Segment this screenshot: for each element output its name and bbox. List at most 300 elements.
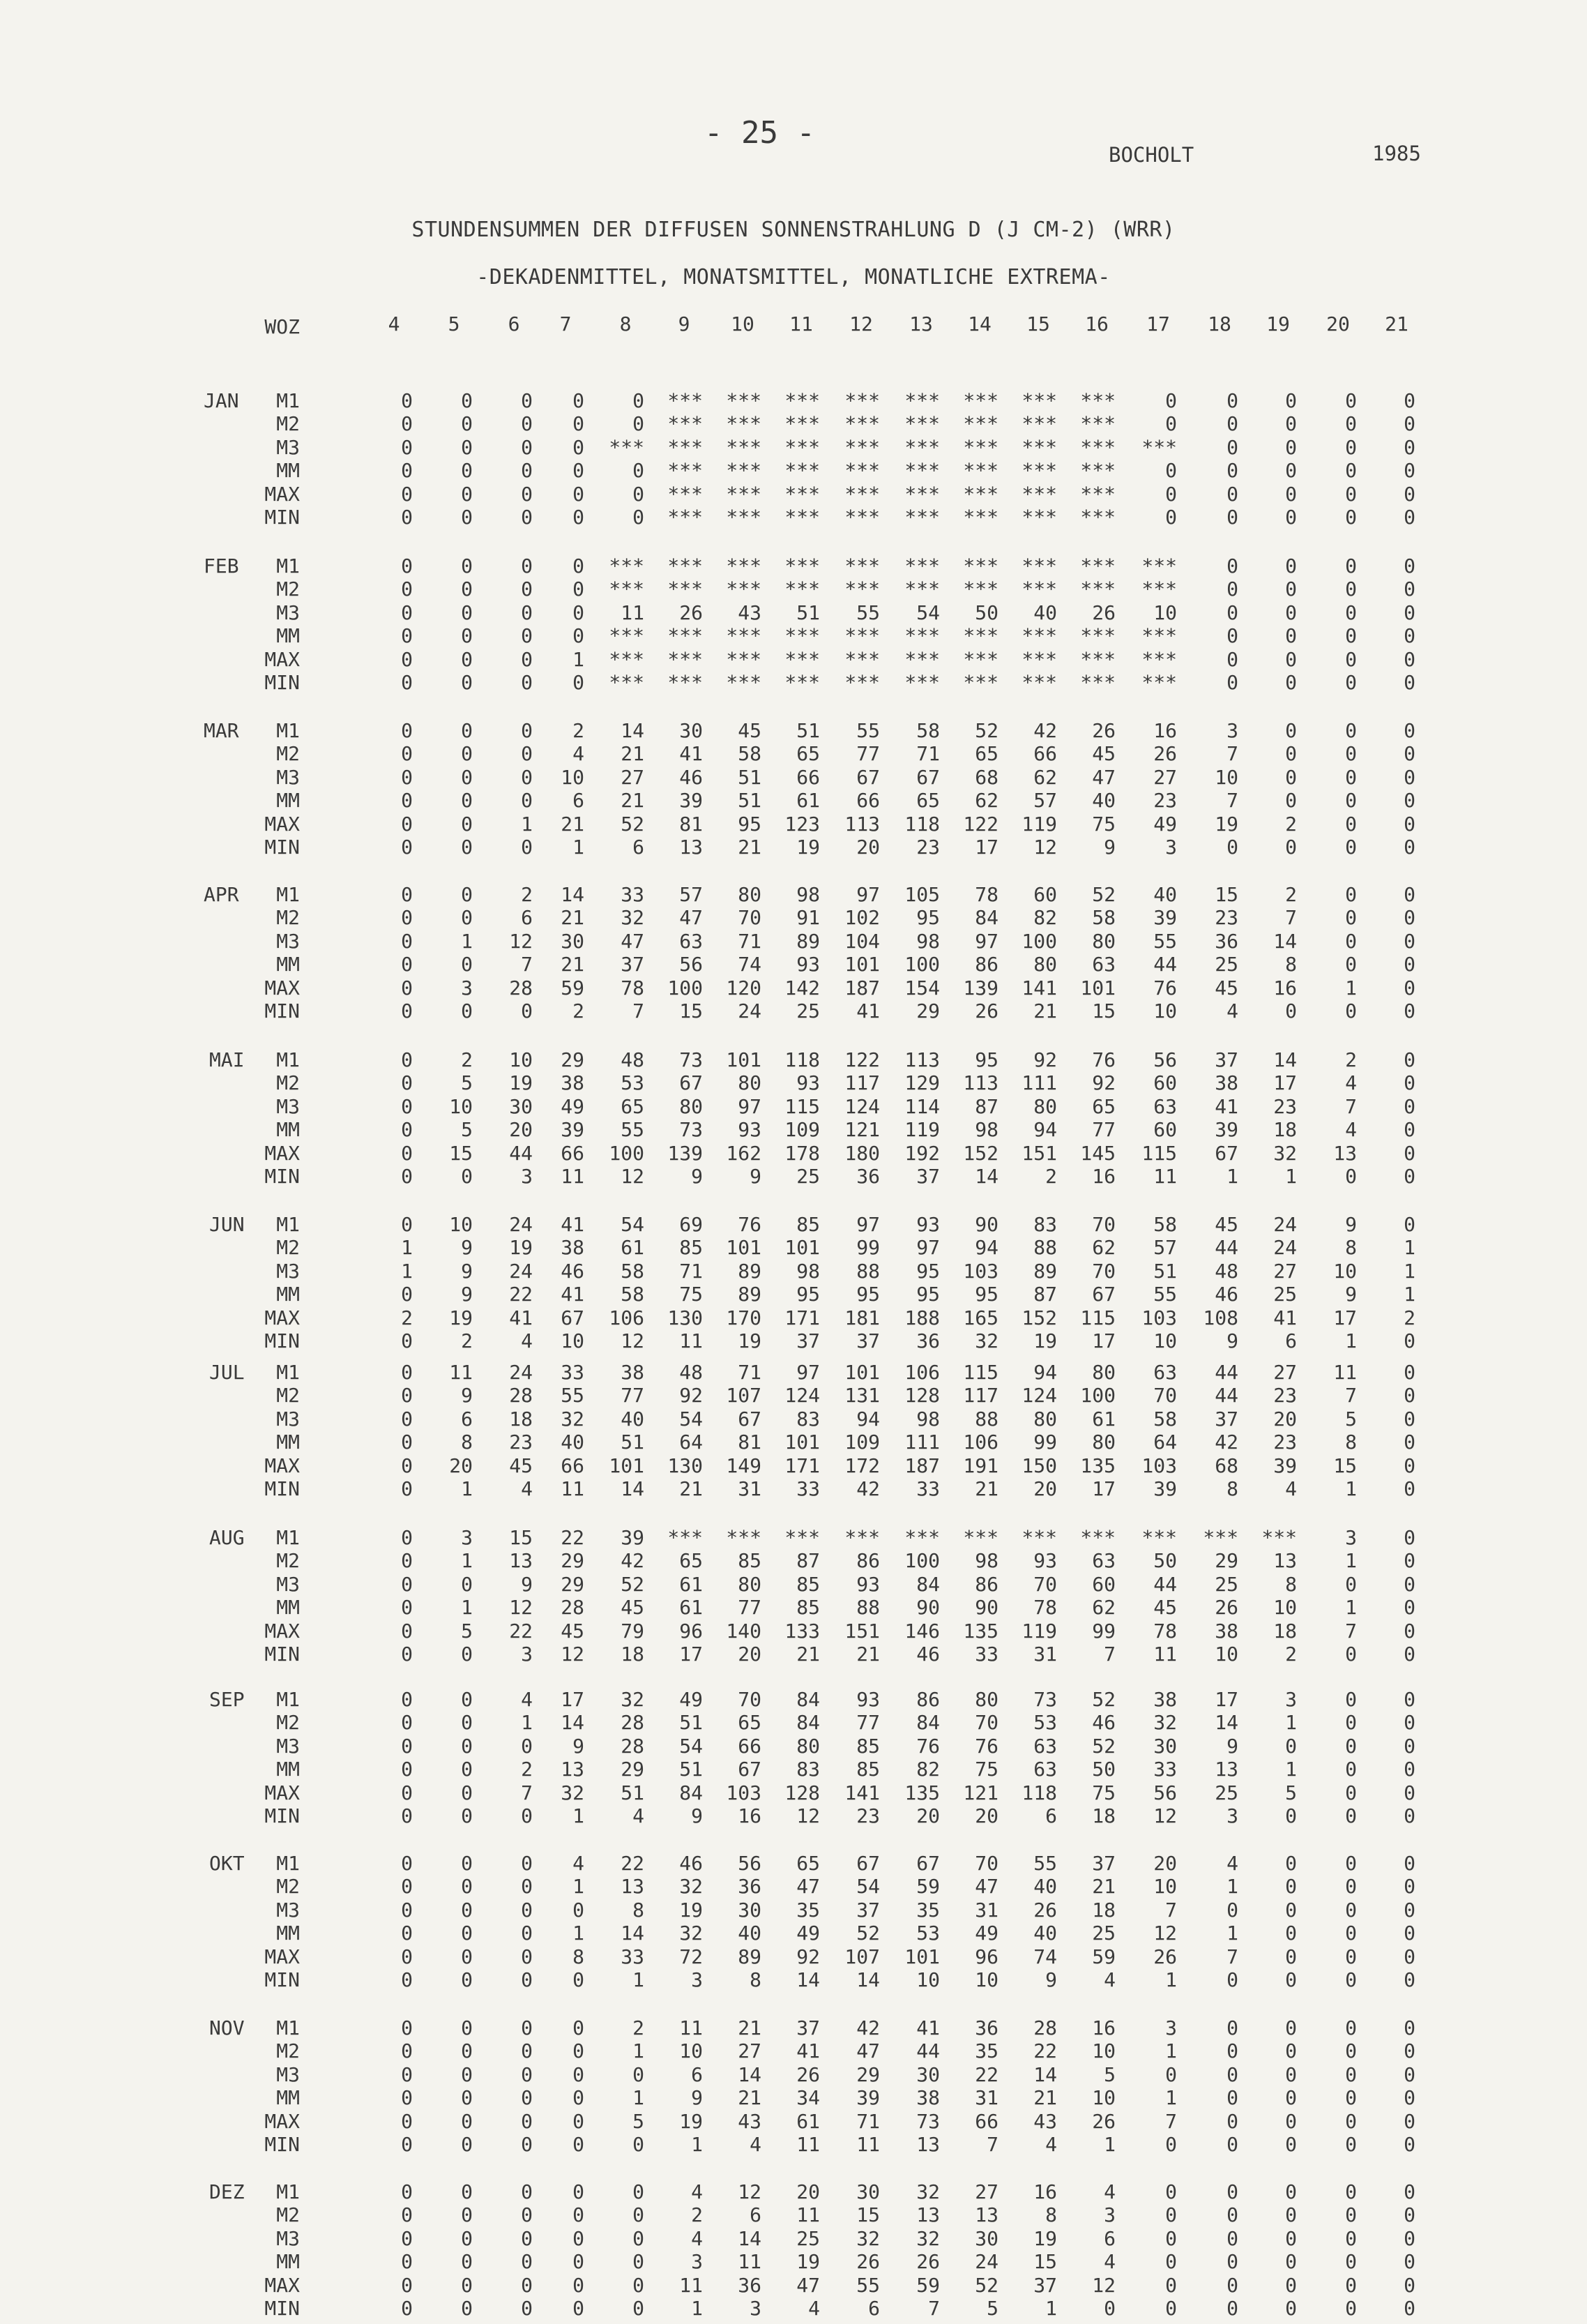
table-cell: 23 bbox=[1273, 1094, 1297, 1118]
table-cell: 42 bbox=[856, 1477, 880, 1500]
table-cell: 0 bbox=[1227, 459, 1238, 483]
table-cell: 9 bbox=[691, 1804, 703, 1827]
table-cell: 0 bbox=[461, 2016, 473, 2039]
table-cell: *** bbox=[963, 506, 998, 529]
table-cell: 49 bbox=[796, 1922, 820, 1945]
table-cell: 16 bbox=[1273, 976, 1297, 999]
table-cell: 0 bbox=[401, 1572, 413, 1596]
table-cell: 0 bbox=[1345, 1875, 1357, 1899]
table-cell: 0 bbox=[401, 412, 413, 436]
table-cell: 4 bbox=[1045, 2133, 1057, 2156]
table-cell: 1 bbox=[461, 1477, 473, 1500]
table-cell: 57 bbox=[1033, 789, 1057, 813]
table-cell: 35 bbox=[975, 2039, 998, 2063]
table-cell: *** bbox=[784, 482, 820, 506]
table-cell: 187 bbox=[844, 976, 880, 999]
table-cell: 3 bbox=[461, 1526, 473, 1549]
table-cell: *** bbox=[844, 624, 880, 648]
table-cell: 75 bbox=[975, 1758, 998, 1781]
table-cell: 128 bbox=[904, 1384, 940, 1408]
table-cell: 70 bbox=[1092, 1259, 1116, 1283]
table-cell: 49 bbox=[561, 1094, 584, 1118]
table-cell: 4 bbox=[521, 1477, 533, 1500]
table-cell: 63 bbox=[1092, 1549, 1116, 1573]
table-cell: *** bbox=[1022, 389, 1057, 412]
table-cell: 0 bbox=[1285, 2133, 1297, 2156]
table-cell: 8 bbox=[1285, 1572, 1297, 1596]
table-cell: 24 bbox=[509, 1259, 533, 1283]
table-cell: 36 bbox=[916, 1329, 940, 1352]
table-cell: 73 bbox=[679, 1118, 703, 1142]
table-cell: 0 bbox=[1227, 2016, 1238, 2039]
page-number: - 25 - bbox=[704, 115, 815, 151]
table-cell: *** bbox=[726, 1526, 761, 1549]
table-cell: 20 bbox=[1273, 1407, 1297, 1431]
table-cell: 18 bbox=[1273, 1118, 1297, 1142]
table-cell: 0 bbox=[1404, 459, 1415, 483]
table-cell: 180 bbox=[844, 1141, 880, 1165]
table-cell: *** bbox=[1022, 671, 1057, 694]
table-cell: 22 bbox=[1033, 2039, 1057, 2063]
table-cell: 0 bbox=[1285, 1734, 1297, 1758]
table-cell: 54 bbox=[679, 1734, 703, 1758]
table-cell: 54 bbox=[856, 1875, 880, 1899]
table-cell: 9 bbox=[1345, 1283, 1357, 1306]
table-cell: 28 bbox=[509, 976, 533, 999]
table-cell: 39 bbox=[1273, 1454, 1297, 1477]
table-cell: 9 bbox=[461, 1384, 473, 1408]
table-cell: 0 bbox=[521, 671, 533, 694]
table-cell: 103 bbox=[726, 1781, 761, 1804]
table-cell: 0 bbox=[401, 1922, 413, 1945]
table-cell: 0 bbox=[1165, 506, 1177, 529]
table-cell: 3 bbox=[750, 2297, 761, 2320]
table-cell: 25 bbox=[1215, 1781, 1238, 1804]
table-cell: 0 bbox=[1345, 482, 1357, 506]
table-cell: *** bbox=[844, 578, 880, 601]
table-cell: 0 bbox=[401, 765, 413, 789]
table-cell: 40 bbox=[1153, 883, 1177, 906]
row-label: MIN bbox=[264, 1329, 300, 1352]
table-cell: 6 bbox=[521, 906, 533, 930]
table-cell: 0 bbox=[1285, 389, 1297, 412]
table-cell: 20 bbox=[509, 1118, 533, 1142]
row-label: MM bbox=[276, 1596, 300, 1620]
table-cell: 35 bbox=[916, 1898, 940, 1922]
table-cell: 0 bbox=[1285, 2039, 1297, 2063]
table-cell: 1 bbox=[1404, 1283, 1415, 1306]
table-cell: 47 bbox=[621, 929, 644, 953]
table-cell: 55 bbox=[1153, 1283, 1177, 1306]
table-cell: 19 bbox=[449, 1306, 473, 1329]
table-cell: 0 bbox=[1404, 1141, 1415, 1165]
table-cell: 0 bbox=[521, 1898, 533, 1922]
table-cell: 37 bbox=[1215, 1407, 1238, 1431]
row-label: MIN bbox=[264, 1804, 300, 1827]
table-cell: 63 bbox=[1092, 953, 1116, 976]
table-cell: 9 bbox=[521, 1572, 533, 1596]
table-cell: 115 bbox=[963, 1361, 998, 1384]
table-cell: 41 bbox=[679, 742, 703, 766]
hour-header: 20 bbox=[1326, 312, 1350, 335]
table-cell: 20 bbox=[449, 1454, 473, 1477]
table-cell: 13 bbox=[916, 2133, 940, 2156]
table-cell: 0 bbox=[1285, 999, 1297, 1023]
table-cell: 0 bbox=[1227, 2203, 1238, 2227]
row-label: MM bbox=[276, 2250, 300, 2274]
table-cell: 0 bbox=[1345, 2203, 1357, 2227]
table-cell: 41 bbox=[561, 1213, 584, 1236]
table-cell: 0 bbox=[521, 789, 533, 813]
table-cell: 7 bbox=[1227, 789, 1238, 813]
table-cell: 17 bbox=[975, 836, 998, 859]
table-cell: *** bbox=[904, 482, 940, 506]
row-label: M3 bbox=[276, 1407, 300, 1431]
table-cell: 1 bbox=[401, 1259, 413, 1283]
table-cell: 13 bbox=[679, 836, 703, 859]
table-cell: *** bbox=[1080, 671, 1116, 694]
table-cell: 52 bbox=[621, 1572, 644, 1596]
table-cell: 4 bbox=[1227, 999, 1238, 1023]
table-cell: 58 bbox=[621, 1283, 644, 1306]
table-cell: 4 bbox=[572, 1852, 584, 1875]
table-cell: 4 bbox=[1104, 2250, 1116, 2274]
table-cell: 13 bbox=[1215, 1758, 1238, 1781]
table-cell: 16 bbox=[1092, 1165, 1116, 1188]
table-cell: 95 bbox=[916, 1283, 940, 1306]
table-cell: 26 bbox=[1092, 2109, 1116, 2133]
table-cell: 11 bbox=[1153, 1165, 1177, 1188]
table-cell: 0 bbox=[1345, 2109, 1357, 2133]
table-cell: 91 bbox=[796, 906, 820, 930]
table-cell: 1 bbox=[1104, 2133, 1116, 2156]
table-cell: 0 bbox=[1165, 2180, 1177, 2203]
table-cell: 61 bbox=[796, 2109, 820, 2133]
table-cell: 6 bbox=[1104, 2226, 1116, 2250]
table-cell: 3 bbox=[461, 976, 473, 999]
table-cell: 122 bbox=[844, 1048, 880, 1071]
table-cell: 99 bbox=[1033, 1431, 1057, 1454]
table-cell: 11 bbox=[561, 1165, 584, 1188]
table-cell: 93 bbox=[1033, 1549, 1057, 1573]
table-cell: 62 bbox=[1033, 765, 1057, 789]
table-cell: 21 bbox=[621, 742, 644, 766]
table-cell: 1 bbox=[1285, 1711, 1297, 1735]
table-cell: 109 bbox=[844, 1431, 880, 1454]
table-cell: 37 bbox=[621, 953, 644, 976]
table-cell: 35 bbox=[796, 1898, 820, 1922]
table-cell: 41 bbox=[561, 1283, 584, 1306]
table-cell: 11 bbox=[1153, 1643, 1177, 1666]
station-name: BOCHOLT bbox=[1109, 143, 1194, 167]
hour-header: 21 bbox=[1385, 312, 1408, 335]
table-cell: 0 bbox=[401, 1384, 413, 1408]
table-cell: 3 bbox=[1285, 1688, 1297, 1711]
table-cell: 1 bbox=[461, 929, 473, 953]
table-cell: 15 bbox=[1092, 999, 1116, 1023]
table-cell: 31 bbox=[1033, 1643, 1057, 1666]
hour-header: 11 bbox=[789, 312, 813, 335]
table-cell: 44 bbox=[1153, 953, 1177, 976]
table-cell: *** bbox=[667, 482, 703, 506]
table-cell: 18 bbox=[1273, 1619, 1297, 1643]
table-cell: 1 bbox=[401, 1236, 413, 1260]
table-cell: 0 bbox=[1345, 1165, 1357, 1188]
table-cell: 0 bbox=[1404, 578, 1415, 601]
table-cell: *** bbox=[784, 578, 820, 601]
row-label: MIN bbox=[264, 1477, 300, 1500]
table-cell: 0 bbox=[461, 883, 473, 906]
table-cell: *** bbox=[726, 459, 761, 483]
table-cell: 0 bbox=[1345, 2226, 1357, 2250]
table-cell: *** bbox=[784, 389, 820, 412]
table-cell: 0 bbox=[1227, 2133, 1238, 2156]
table-cell: 0 bbox=[1285, 1968, 1297, 1991]
table-cell: 33 bbox=[975, 1643, 998, 1666]
table-cell: 56 bbox=[1153, 1048, 1177, 1071]
table-cell: 23 bbox=[916, 836, 940, 859]
table-cell: 55 bbox=[856, 2273, 880, 2297]
table-cell: 0 bbox=[521, 624, 533, 648]
table-cell: 0 bbox=[401, 2016, 413, 2039]
table-cell: 10 bbox=[1153, 999, 1177, 1023]
table-cell: 0 bbox=[1285, 482, 1297, 506]
table-cell: 13 bbox=[561, 1758, 584, 1781]
table-cell: 118 bbox=[1022, 1781, 1057, 1804]
month-label: DEZ bbox=[209, 2180, 245, 2203]
table-cell: 37 bbox=[916, 1165, 940, 1188]
table-cell: 0 bbox=[1404, 836, 1415, 859]
table-cell: 124 bbox=[844, 1094, 880, 1118]
table-cell: 51 bbox=[621, 1431, 644, 1454]
table-cell: 41 bbox=[1273, 1306, 1297, 1329]
table-cell: 21 bbox=[856, 1643, 880, 1666]
table-cell: 3 bbox=[691, 2250, 703, 2274]
table-cell: 75 bbox=[679, 1283, 703, 1306]
month-label: MAR bbox=[204, 719, 239, 742]
table-cell: 0 bbox=[632, 2273, 644, 2297]
table-cell: 1 bbox=[1165, 1968, 1177, 1991]
table-cell: 21 bbox=[1033, 2086, 1057, 2110]
table-cell: 0 bbox=[1345, 1968, 1357, 1991]
table-cell: 0 bbox=[1404, 1526, 1415, 1549]
table-cell: 42 bbox=[621, 1549, 644, 1573]
table-cell: 111 bbox=[1022, 1071, 1057, 1095]
table-cell: 2 bbox=[632, 2016, 644, 2039]
table-cell: *** bbox=[904, 412, 940, 436]
table-title: STUNDENSUMMEN DER DIFFUSEN SONNENSTRAHLUNG D (J CM-2) (WRR) bbox=[411, 218, 1176, 242]
table-cell: 0 bbox=[521, 482, 533, 506]
table-cell: 90 bbox=[975, 1213, 998, 1236]
table-cell: 44 bbox=[1153, 1572, 1177, 1596]
table-cell: 30 bbox=[916, 2062, 940, 2086]
table-cell: 119 bbox=[1022, 1619, 1057, 1643]
table-cell: 0 bbox=[401, 1643, 413, 1666]
table-cell: 19 bbox=[509, 1071, 533, 1095]
table-cell: 27 bbox=[1273, 1259, 1297, 1283]
table-cell: 0 bbox=[401, 1596, 413, 1620]
table-cell: 26 bbox=[679, 601, 703, 624]
table-cell: 65 bbox=[796, 742, 820, 766]
table-cell: 0 bbox=[1345, 1688, 1357, 1711]
table-cell: 12 bbox=[1033, 836, 1057, 859]
table-cell: 0 bbox=[1404, 2180, 1415, 2203]
table-cell: *** bbox=[1022, 459, 1057, 483]
table-cell: 41 bbox=[1215, 1094, 1238, 1118]
table-cell: 98 bbox=[916, 1407, 940, 1431]
table-cell: 0 bbox=[461, 1688, 473, 1711]
table-cell: 51 bbox=[679, 1758, 703, 1781]
table-cell: 7 bbox=[1165, 2109, 1177, 2133]
table-cell: 100 bbox=[1080, 1384, 1116, 1408]
row-label: M2 bbox=[276, 906, 300, 930]
table-cell: 21 bbox=[561, 953, 584, 976]
row-label: MIN bbox=[264, 506, 300, 529]
table-cell: 80 bbox=[738, 1572, 761, 1596]
row-label: M2 bbox=[276, 2039, 300, 2063]
row-label: MAX bbox=[264, 1781, 300, 1804]
table-cell: 0 bbox=[461, 1968, 473, 1991]
table-cell: 3 bbox=[1345, 1526, 1357, 1549]
table-cell: 0 bbox=[461, 1945, 473, 1968]
table-cell: 191 bbox=[963, 1454, 998, 1477]
table-cell: 0 bbox=[572, 2273, 584, 2297]
table-cell: 11 bbox=[796, 2133, 820, 2156]
table-cell: 25 bbox=[796, 1165, 820, 1188]
table-cell: 20 bbox=[796, 2180, 820, 2203]
table-cell: 44 bbox=[1215, 1361, 1238, 1384]
table-cell: 80 bbox=[1092, 929, 1116, 953]
table-cell: 1 bbox=[1404, 1236, 1415, 1260]
table-cell: 0 bbox=[1345, 789, 1357, 813]
table-cell: 45 bbox=[1215, 976, 1238, 999]
table-cell: 0 bbox=[521, 719, 533, 742]
table-cell: 4 bbox=[521, 1329, 533, 1352]
table-cell: 0 bbox=[1345, 836, 1357, 859]
table-cell: 85 bbox=[738, 1549, 761, 1573]
table-cell: 12 bbox=[1092, 2273, 1116, 2297]
table-cell: 0 bbox=[401, 459, 413, 483]
table-cell: 0 bbox=[1285, 2203, 1297, 2227]
table-cell: *** bbox=[726, 671, 761, 694]
table-cell: 0 bbox=[1165, 482, 1177, 506]
table-cell: *** bbox=[609, 554, 644, 578]
table-cell: *** bbox=[904, 1526, 940, 1549]
table-cell: 0 bbox=[572, 389, 584, 412]
table-cell: 0 bbox=[1345, 1734, 1357, 1758]
table-cell: 0 bbox=[401, 1549, 413, 1573]
table-cell: 98 bbox=[796, 1259, 820, 1283]
table-cell: 15 bbox=[679, 999, 703, 1023]
table-cell: 66 bbox=[561, 1454, 584, 1477]
table-cell: 0 bbox=[401, 2250, 413, 2274]
table-cell: 36 bbox=[856, 1165, 880, 1188]
table-cell: 0 bbox=[1227, 647, 1238, 671]
table-cell: 172 bbox=[844, 1454, 880, 1477]
table-cell: 17 bbox=[1273, 1071, 1297, 1095]
table-cell: 85 bbox=[796, 1596, 820, 1620]
table-cell: 0 bbox=[1345, 999, 1357, 1023]
table-cell: *** bbox=[1080, 506, 1116, 529]
table-cell: 0 bbox=[461, 624, 473, 648]
table-cell: 0 bbox=[1345, 506, 1357, 529]
table-cell: 47 bbox=[679, 906, 703, 930]
table-cell: 71 bbox=[916, 742, 940, 766]
table-cell: 6 bbox=[750, 2203, 761, 2227]
table-cell: 1 bbox=[632, 1968, 644, 1991]
table-cell: 86 bbox=[856, 1549, 880, 1573]
table-cell: 4 bbox=[1227, 1852, 1238, 1875]
table-cell: 1 bbox=[691, 2297, 703, 2320]
table-cell: 10 bbox=[916, 1968, 940, 1991]
row-label: MM bbox=[276, 2086, 300, 2110]
table-cell: 0 bbox=[1404, 929, 1415, 953]
table-cell: 0 bbox=[1227, 482, 1238, 506]
table-cell: *** bbox=[784, 459, 820, 483]
table-cell: 44 bbox=[1215, 1384, 1238, 1408]
table-cell: 2 bbox=[461, 1048, 473, 1071]
table-cell: 42 bbox=[856, 2016, 880, 2039]
table-cell: 139 bbox=[963, 976, 998, 999]
table-cell: 8 bbox=[750, 1968, 761, 1991]
table-cell: 8 bbox=[572, 1945, 584, 1968]
table-cell: 0 bbox=[521, 2297, 533, 2320]
table-cell: 78 bbox=[1153, 1619, 1177, 1643]
table-cell: 4 bbox=[1345, 1118, 1357, 1142]
table-cell: 32 bbox=[561, 1407, 584, 1431]
table-cell: *** bbox=[667, 459, 703, 483]
hour-header: 6 bbox=[508, 312, 520, 335]
table-cell: 16 bbox=[1153, 719, 1177, 742]
table-cell: 21 bbox=[561, 812, 584, 836]
table-cell: 0 bbox=[401, 1141, 413, 1165]
table-cell: 0 bbox=[461, 2273, 473, 2297]
table-cell: 5 bbox=[461, 1118, 473, 1142]
table-cell: 11 bbox=[449, 1361, 473, 1384]
row-label: M2 bbox=[276, 1711, 300, 1735]
table-cell: 69 bbox=[679, 1213, 703, 1236]
table-cell: 55 bbox=[1033, 1852, 1057, 1875]
table-cell: 20 bbox=[856, 836, 880, 859]
table-cell: 43 bbox=[738, 601, 761, 624]
table-cell: 80 bbox=[738, 1071, 761, 1095]
table-cell: 38 bbox=[1153, 1688, 1177, 1711]
row-label: M1 bbox=[276, 1361, 300, 1384]
hour-header: 19 bbox=[1266, 312, 1290, 335]
table-cell: *** bbox=[784, 1526, 820, 1549]
table-cell: 0 bbox=[1404, 976, 1415, 999]
table-cell: 87 bbox=[975, 1094, 998, 1118]
table-cell: 0 bbox=[1345, 1781, 1357, 1804]
table-cell: 46 bbox=[1215, 1283, 1238, 1306]
table-cell: 80 bbox=[1033, 1094, 1057, 1118]
table-cell: 0 bbox=[401, 1165, 413, 1188]
table-cell: 0 bbox=[1404, 1361, 1415, 1384]
table-cell: 0 bbox=[1404, 2016, 1415, 2039]
table-cell: 52 bbox=[856, 1922, 880, 1945]
table-cell: 31 bbox=[975, 1898, 998, 1922]
table-cell: 55 bbox=[1153, 929, 1177, 953]
table-cell: 0 bbox=[572, 2250, 584, 2274]
table-cell: 10 bbox=[1153, 601, 1177, 624]
table-cell: 20 bbox=[975, 1804, 998, 1827]
table-cell: 95 bbox=[916, 906, 940, 930]
table-cell: 20 bbox=[1153, 1852, 1177, 1875]
table-cell: 0 bbox=[572, 2039, 584, 2063]
table-cell: 26 bbox=[796, 2062, 820, 2086]
table-cell: 55 bbox=[561, 1384, 584, 1408]
table-cell: *** bbox=[904, 389, 940, 412]
